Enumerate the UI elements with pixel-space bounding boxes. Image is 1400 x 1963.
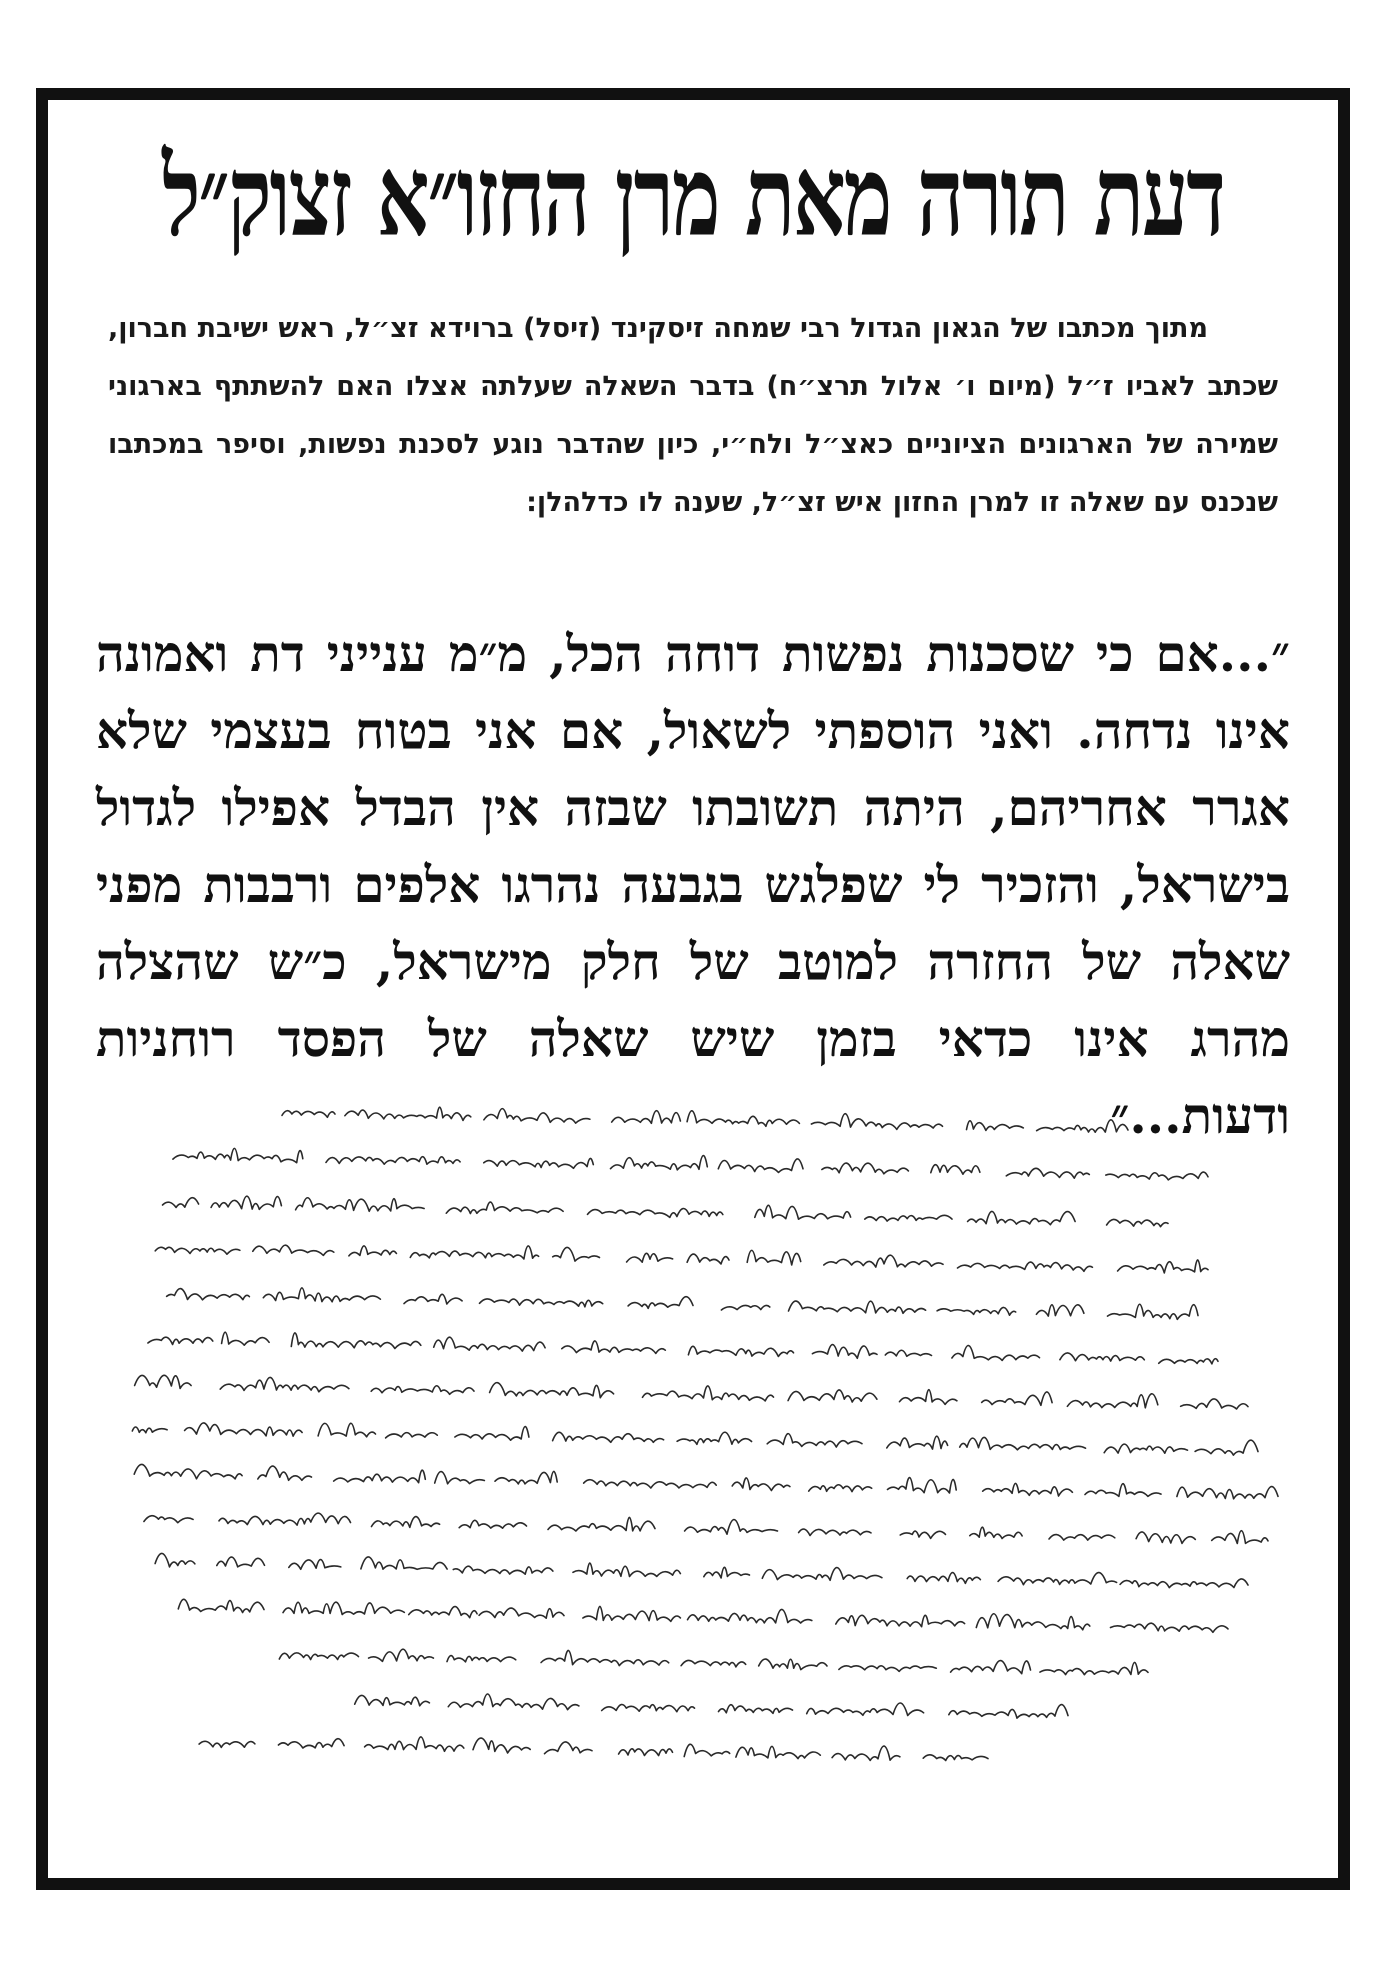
handwritten-line — [163, 1196, 1169, 1227]
handwritten-letter-image — [88, 1100, 1318, 1830]
page-title: דעת תורה מאת מרן החזו״א זצוק״ל — [162, 132, 1224, 262]
intro-paragraph: מתוך מכתבו של הגאון הגדול רבי שמחה זיסקינד (זיסל) ברוידא זצ״ל, ראש ישיבת חברון, שכתב לאביו ז״ל (מיום ו׳ אלול תרצ״ח) בדבר השאלה שעלתה אצלו האם להשתתף בארגוני שמירה של הארגונים הציוניים כאצ״ל ולח״י, כיון שהדבר נוגע לסכנת נפשות, וסיפר במכתבו שנכנס עם שאלה זו למרן החזון איש זצ״ל, שענה לו כדלהלן: — [108, 313, 1278, 518]
handwritten-line — [132, 1423, 1258, 1455]
handwritten-line — [155, 1553, 1248, 1587]
handwritten-line — [134, 1464, 1278, 1498]
handwritten-line — [135, 1375, 1248, 1409]
handwritten-line — [173, 1148, 1208, 1180]
handwritten-line — [144, 1513, 1268, 1543]
handwritten-line — [148, 1332, 1218, 1364]
handwritten-line — [167, 1288, 1198, 1319]
handwritten-line — [155, 1245, 1208, 1273]
handwritten-line — [355, 1694, 1068, 1718]
document-frame — [36, 88, 1350, 1890]
handwritten-line — [282, 1107, 1128, 1132]
handwritten-line — [199, 1737, 988, 1761]
quote-paragraph: ״...אם כי שסכנות נפשות דוחה הכל, מ״מ ענייני דת ואמונה אינו נדחה. ואני הוספתי לשאול, אם אני בטוח בעצמי שלא אגרר אחריהם, היתה תשובתו שבזה אין הבדל אפילו לגדול בישראל, והזכיר לי שפלגש בגבעה נהרגו אלפים ורבבות מפני שאלה של החזרה למוטב של חלק מישראל, כ״ש שהצלה מהרג אינו כדאי בזמן שיש שאלה של הפסד רוחניות ודעות...״ — [96, 624, 1290, 1145]
handwritten-line — [279, 1649, 1148, 1675]
handwritten-line — [178, 1599, 1228, 1632]
